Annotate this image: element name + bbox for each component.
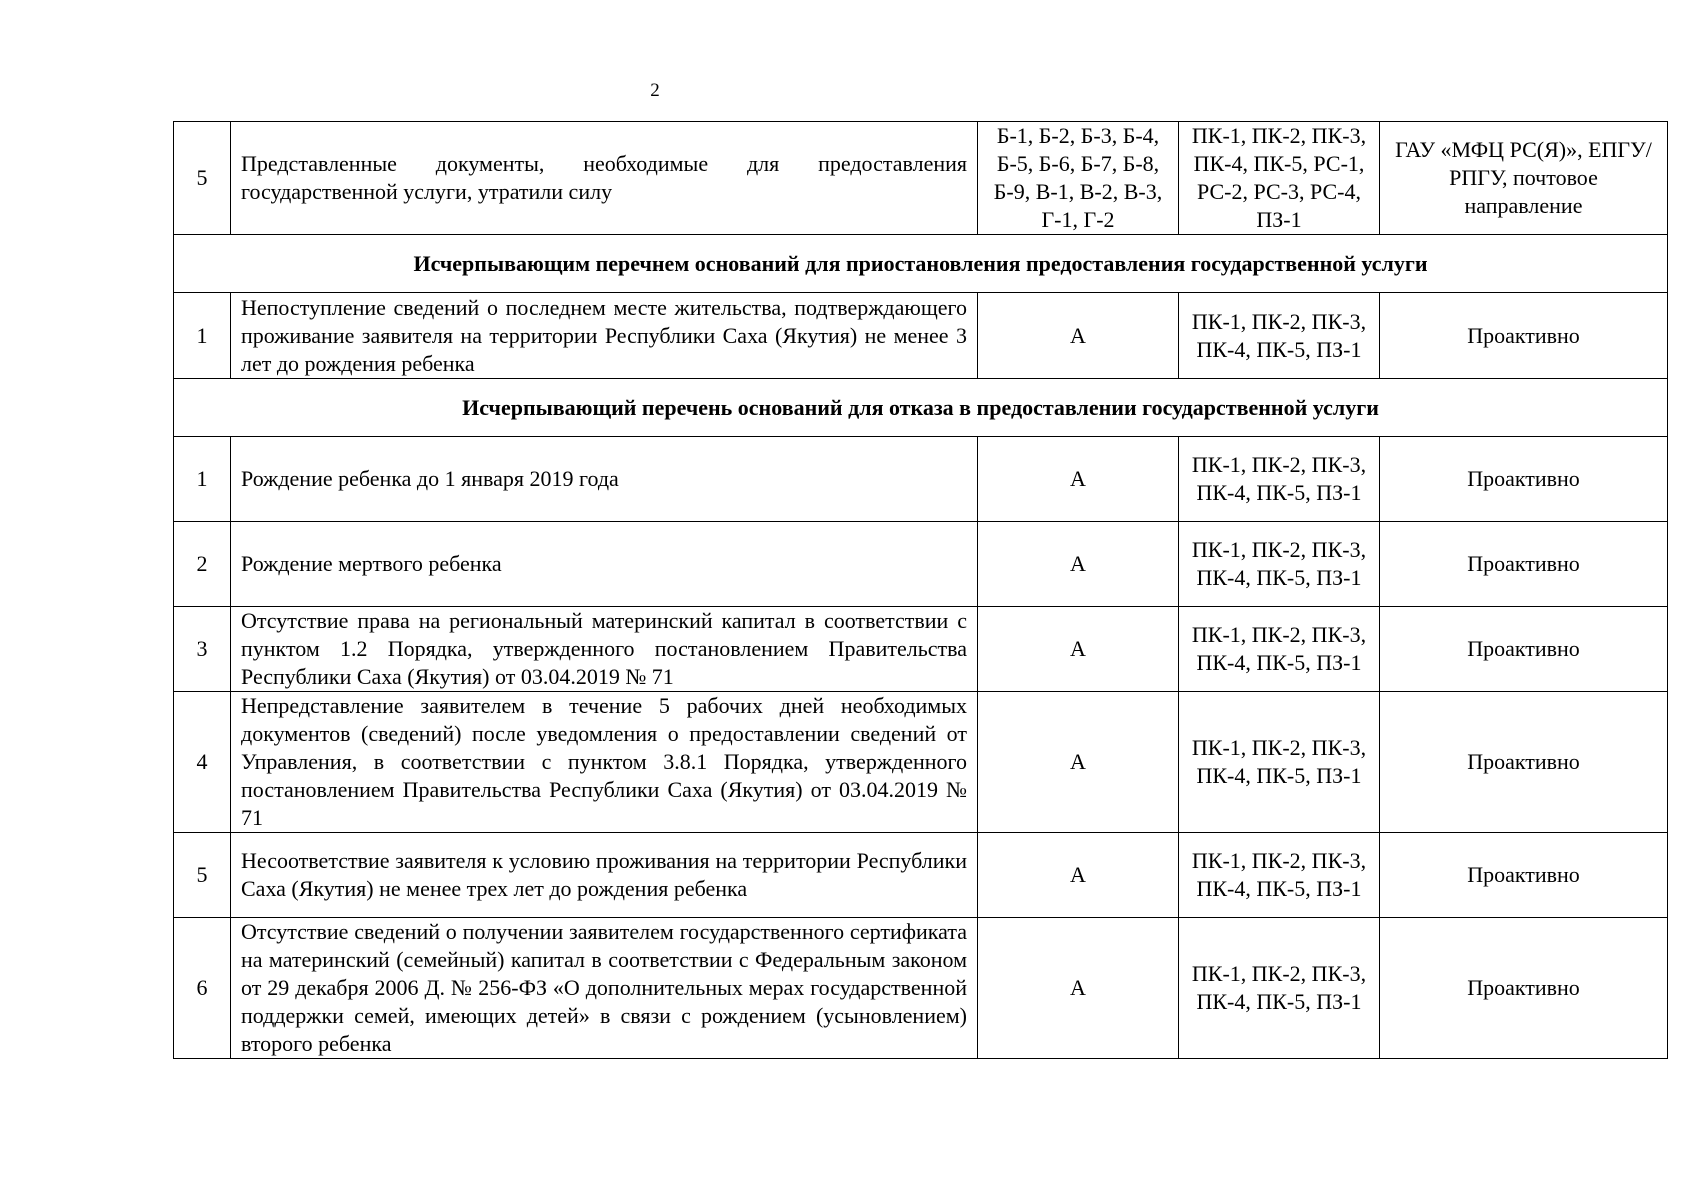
row-description: Рождение мертвого ребенка xyxy=(231,522,978,607)
row-number: 1 xyxy=(174,293,231,379)
table-row xyxy=(174,522,1668,607)
row-codes: ПК-1, ПК-2, ПК-3, ПК-4, ПК-5, ПЗ-1 xyxy=(1179,918,1380,1059)
section-title-suspend: Исчерпывающим перечнем оснований для приостановления предоставления государственной услуги xyxy=(174,235,1668,293)
row-channel: Проактивно xyxy=(1380,918,1668,1059)
row-number: 4 xyxy=(174,692,231,833)
section-header-row xyxy=(174,235,1668,293)
row-codes: ПК-1, ПК-2, ПК-3, ПК-4, ПК-5, ПЗ-1 xyxy=(1179,607,1380,692)
row-documents: А xyxy=(978,437,1179,522)
row-channel: ГАУ «МФЦ РС(Я)», ЕПГУ/РПГУ, почтовое направление xyxy=(1380,122,1668,235)
row-description: Рождение ребенка до 1 января 2019 года xyxy=(231,437,978,522)
row-codes: ПК-1, ПК-2, ПК-3, ПК-4, ПК-5, ПЗ-1 xyxy=(1179,692,1380,833)
row-description: Непоступление сведений о последнем месте жительства, подтверждающего проживание заявителя на территории Республики Саха (Якутия) не менее 3 лет до рождения ребенка xyxy=(231,293,978,379)
row-number: 5 xyxy=(174,833,231,918)
row-documents: А xyxy=(978,607,1179,692)
row-description: Отсутствие права на региональный материнский капитал в соответствии с пунктом 1.2 Порядка, утвержденного постановлением Правительства Республики Саха (Якутия) от 03.04.2019 № 71 xyxy=(231,607,978,692)
row-description: Отсутствие сведений о получении заявителем государственного сертификата на материнский (семейный) капитал в соответствии с Федеральным законом от 29 декабря 2006 Д. № 256-ФЗ «О дополнительных мерах государственной поддержки семей, имеющих детей» в связи с рождением (усыновлением) второго ребенка xyxy=(231,918,978,1059)
row-codes: ПК-1, ПК-2, ПК-3, ПК-4, ПК-5, ПЗ-1 xyxy=(1179,293,1380,379)
row-codes: ПК-1, ПК-2, ПК-3, ПК-4, ПК-5, ПЗ-1 xyxy=(1179,522,1380,607)
row-description: Представленные документы, необходимые для предоставления государственной услуги, утратили силу xyxy=(231,122,978,235)
row-codes: ПК-1, ПК-2, ПК-3, ПК-4, ПК-5, ПЗ-1 xyxy=(1179,833,1380,918)
row-documents: А xyxy=(978,918,1179,1059)
table-row xyxy=(174,437,1668,522)
row-number: 2 xyxy=(174,522,231,607)
section-title-refuse: Исчерпывающий перечень оснований для отказа в предоставлении государственной услуги xyxy=(174,379,1668,437)
row-documents: А xyxy=(978,293,1179,379)
row-documents: Б-1, Б-2, Б-3, Б-4, Б-5, Б-6, Б-7, Б-8, Б-9, В-1, В-2, В-3, Г-1, Г-2 xyxy=(978,122,1179,235)
row-channel: Проактивно xyxy=(1380,522,1668,607)
row-documents: А xyxy=(978,833,1179,918)
section-header-row xyxy=(174,379,1668,437)
row-number: 1 xyxy=(174,437,231,522)
table-row xyxy=(174,918,1668,1059)
row-codes: ПК-1, ПК-2, ПК-3, ПК-4, ПК-5, РС-1, РС-2, РС-3, РС-4, ПЗ-1 xyxy=(1179,122,1380,235)
row-channel: Проактивно xyxy=(1380,437,1668,522)
row-description: Несоответствие заявителя к условию проживания на территории Республики Саха (Якутия) не менее трех лет до рождения ребенка xyxy=(231,833,978,918)
row-number: 6 xyxy=(174,918,231,1059)
table-row xyxy=(174,607,1668,692)
row-number: 3 xyxy=(174,607,231,692)
table-row xyxy=(174,122,1668,235)
row-channel: Проактивно xyxy=(1380,607,1668,692)
row-channel: Проактивно xyxy=(1380,293,1668,379)
table-row xyxy=(174,833,1668,918)
grounds-table xyxy=(173,121,1668,1059)
row-channel: Проактивно xyxy=(1380,692,1668,833)
row-number: 5 xyxy=(174,122,231,235)
row-codes: ПК-1, ПК-2, ПК-3, ПК-4, ПК-5, ПЗ-1 xyxy=(1179,437,1380,522)
table-row xyxy=(174,293,1668,379)
row-channel: Проактивно xyxy=(1380,833,1668,918)
page-number: 2 xyxy=(650,80,660,101)
row-documents: А xyxy=(978,692,1179,833)
table-row xyxy=(174,692,1668,833)
row-documents: А xyxy=(978,522,1179,607)
row-description: Непредставление заявителем в течение 5 рабочих дней необходимых документов (сведений) после уведомления о предоставлении сведений от Управления, в соответствии с пунктом 3.8.1 Порядка, утвержденного постановлением Правительства Республики Саха (Якутия) от 03.04.2019 № 71 xyxy=(231,692,978,833)
